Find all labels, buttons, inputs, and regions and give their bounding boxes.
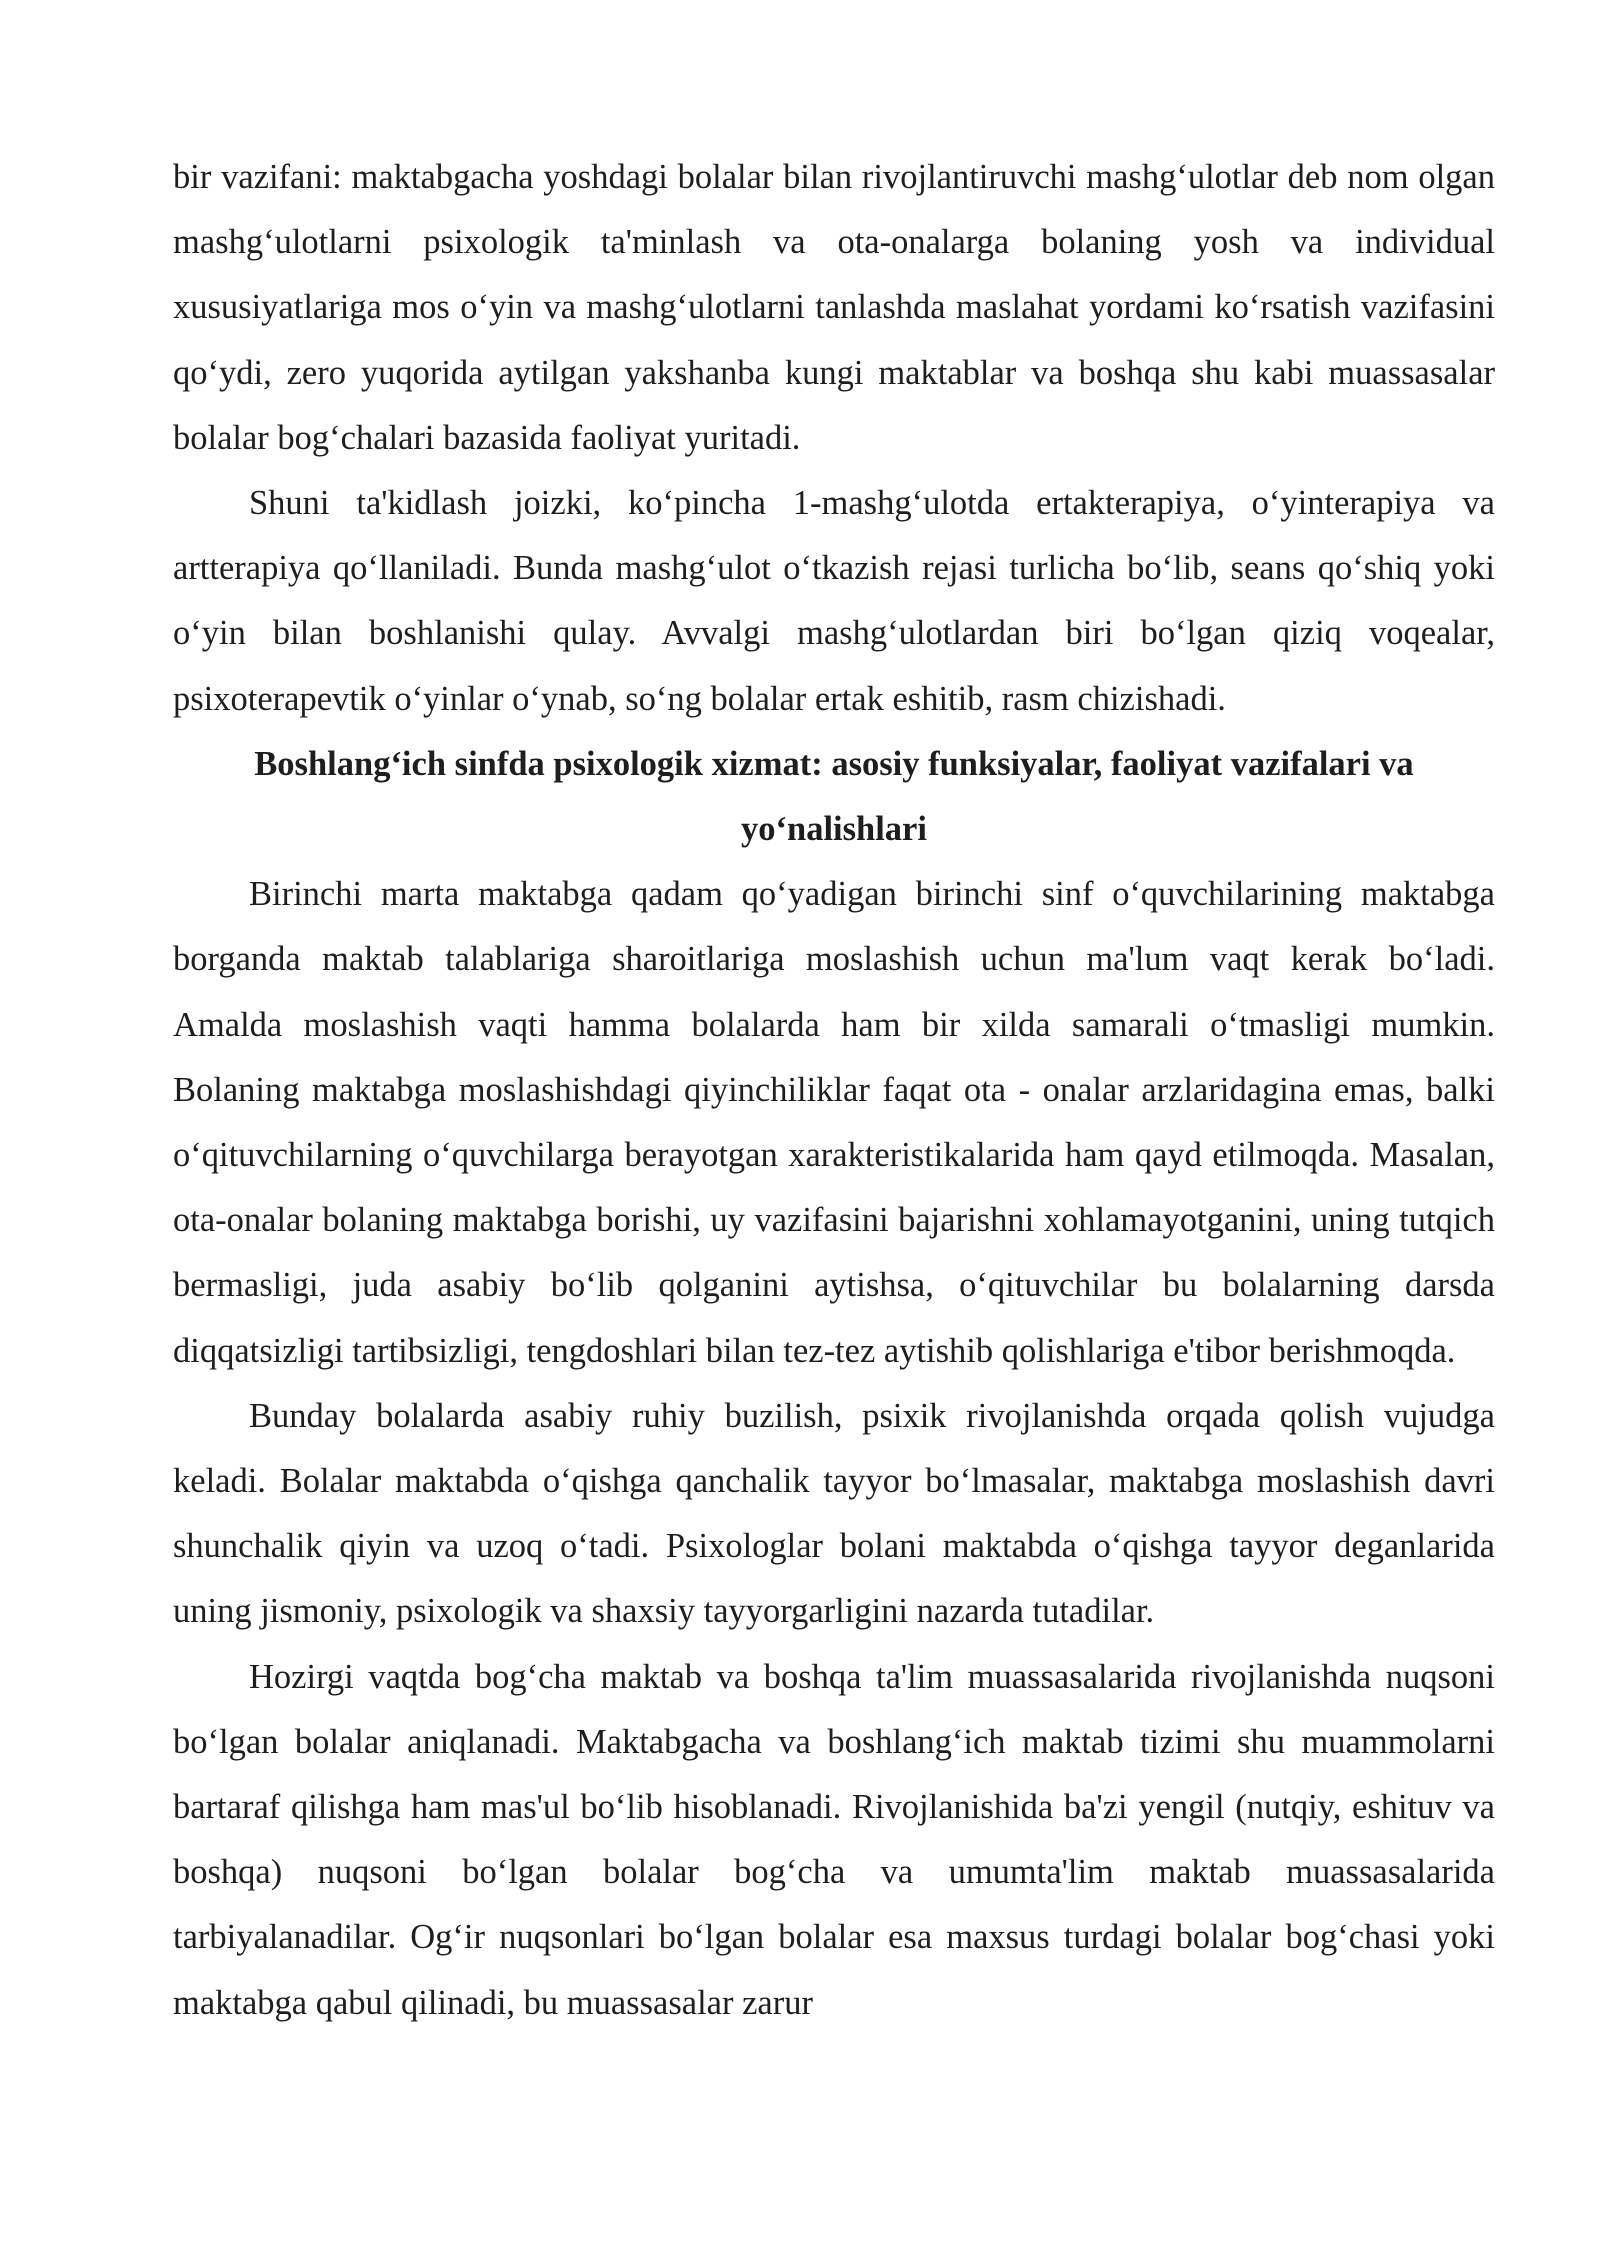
paragraph-2: Shuni ta'kidlash joizki, ko‘pincha 1-mashg‘ulotda ertakterapiya, o‘yinterapiya va artterapiya qo‘llaniladi. Bunda mashg‘ulot o‘tkazish rejasi turlicha bo‘lib, seans qo‘shiq yoki o‘yin bilan boshlanishi qulay. Avvalgi mashg‘ulotlardan biri bo‘lgan qiziq voqealar, psixoterapevtik o‘yinlar o‘ynab, so‘ng bolalar ertak eshitib, rasm chizishadi. (173, 484, 1495, 718)
document-page (173, 145, 1495, 2036)
section-heading: Boshlang‘ich sinfda psixologik xizmat: asosiy funksiyalar, faoliyat vazifalari va yo‘nalishlari (254, 744, 1414, 849)
paragraph-4: Bunday bolalarda asabiy ruhiy buzilish, psixik rivojlanishda orqada qolish vujudga keladi. Bolalar maktabda o‘qishga qanchalik tayyor bo‘lmasalar, maktabga moslashish davri shunchalik qiyin va uzoq o‘tadi. Psixologlar bolani maktabda o‘qishga tayyor deganlarida uning jismoniy, psixologik va shaxsiy tayyorgarligini nazarda tutadilar. (173, 1396, 1495, 1631)
paragraph-3: Birinchi marta maktabga qadam qo‘yadigan birinchi sinf o‘quvchilarining maktabga borganda maktab talablariga sharoitlariga moslashish uchun ma'lum vaqt kerak bo‘ladi. Amalda moslashish vaqti hamma bolalarda ham bir xilda samarali o‘tmasligi mumkin. Bolaning maktabga moslashishdagi qiyinchiliklar faqat ota - onalar arzlaridagina emas, balki o‘qituvchilarning o‘quvchilarga berayotgan xarakteristikalarida ham qayd etilmoqda. Masalan, ota-onalar bolaning maktabga borishi, uy vazifasini bajarishni xohlamayotganini, uning tutqich bermasligi, juda asabiy bo‘lib qolganini aytishsa, o‘qituvchilar bu bolalarning darsda diqqatsizligi tartibsizligi, tengdoshlari bilan tez-tez aytishib qolishlariga e'tibor berishmoqda. (173, 875, 1495, 1370)
paragraph-1: bir vazifani: maktabgacha yoshdagi bolalar bilan rivojlantiruvchi mashg‘ulotlar deb nom olgan mashg‘ulotlarni psixologik ta'minlash va ota-onalarga bolaning yosh va individual xususiyatlariga mos o‘yin va mashg‘ulotlarni tanlashda maslahat yordami ko‘rsatish vazifasini qo‘ydi, zero yuqorida aytilgan yakshanba kungi maktablar va boshqa shu kabi muassasalar bolalar bog‘chalari bazasida faoliyat yuritadi. (173, 158, 1495, 457)
paragraph-5: Hozirgi vaqtda bog‘cha maktab va boshqa ta'lim muassasalarida rivojlanishda nuqsoni bo‘lgan bolalar aniqlanadi. Maktabgacha va boshlang‘ich maktab tizimi shu muammolarni bartaraf qilishga ham mas'ul bo‘lib hisoblanadi. Rivojlanishida ba'zi yengil (nutqiy, eshituv va boshqa) nuqsoni bo‘lgan bolalar bog‘cha va umumta'lim maktab muassasalarida tarbiyalanadilar. Og‘ir nuqsonlari bo‘lgan bolalar esa maxsus turdagi bolalar bog‘chasi yoki maktabga qabul qilinadi, bu muassasalar zarur (173, 1657, 1495, 2022)
